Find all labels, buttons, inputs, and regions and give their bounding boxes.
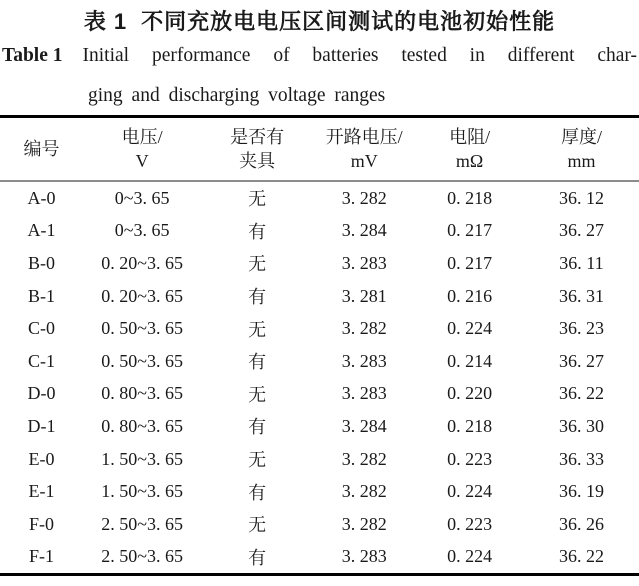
cell-open-circuit-voltage: 3. 284 [341, 220, 387, 241]
header-row [0, 117, 639, 182]
cell-resistance: 0. 224 [447, 318, 493, 339]
cell-fixture: 有 [248, 547, 267, 568]
cell-resistance: 0. 220 [447, 383, 493, 404]
cell-thickness: 36. 12 [558, 187, 604, 208]
cell-resistance: 0. 218 [447, 415, 493, 436]
table-body [0, 181, 639, 575]
table-caption-zh-text: 不同充放电电压区间测试的电池初始性能 [141, 9, 556, 34]
cell-battery-id: C-1 [28, 350, 56, 371]
cell-open-circuit-voltage: 3. 281 [341, 285, 387, 306]
table-caption-zh-label: 表 1 [83, 9, 128, 34]
cell-battery-id: B-0 [28, 252, 56, 273]
cell-voltage-range: 0~3. 65 [114, 187, 170, 208]
cell-thickness: 36. 31 [558, 285, 604, 306]
cell-fixture: 有 [248, 352, 267, 373]
cell-resistance: 0. 217 [447, 252, 493, 273]
cell-thickness: 36. 30 [558, 415, 604, 436]
cell-open-circuit-voltage: 3. 283 [341, 383, 387, 404]
col-header-voltage: 电压/ V [83, 117, 201, 182]
cell-voltage-range: 0. 80~3. 65 [101, 383, 184, 404]
cell-resistance: 0. 223 [447, 448, 493, 469]
battery-performance-table [0, 115, 639, 576]
cell-battery-id: F-1 [29, 546, 55, 567]
table-caption-en-label: Table 1 [2, 45, 63, 66]
cell-voltage-range: 2. 50~3. 65 [101, 546, 184, 567]
cell-open-circuit-voltage: 3. 282 [341, 448, 387, 469]
cell-battery-id: E-1 [28, 481, 55, 502]
cell-voltage-range: 0~3. 65 [114, 220, 170, 241]
cell-resistance: 0. 224 [447, 481, 493, 502]
table-row [0, 280, 639, 313]
cell-open-circuit-voltage: 3. 282 [341, 481, 387, 502]
table-row [0, 443, 639, 476]
cell-resistance: 0. 224 [447, 546, 493, 567]
cell-fixture: 无 [248, 254, 267, 275]
table-caption-en-text: Initial performance of batteries tested in different char- [82, 45, 637, 66]
table-row [0, 378, 639, 411]
table-row [0, 181, 639, 215]
cell-open-circuit-voltage: 3. 283 [341, 252, 387, 273]
cell-battery-id: C-0 [28, 318, 56, 339]
table-row [0, 541, 639, 575]
table-header [0, 117, 639, 182]
cell-battery-id: A-1 [27, 220, 56, 241]
cell-voltage-range: 2. 50~3. 65 [101, 513, 184, 534]
cell-open-circuit-voltage: 3. 284 [341, 415, 387, 436]
cell-fixture: 无 [248, 189, 267, 210]
cell-thickness: 36. 19 [558, 481, 604, 502]
table-row [0, 475, 639, 508]
cell-voltage-range: 0. 80~3. 65 [101, 415, 184, 436]
cell-battery-id: D-0 [27, 383, 56, 404]
cell-open-circuit-voltage: 3. 283 [341, 350, 387, 371]
cell-thickness: 36. 27 [558, 220, 604, 241]
cell-battery-id: E-0 [28, 448, 55, 469]
cell-thickness: 36. 33 [558, 448, 604, 469]
table-row [0, 247, 639, 280]
col-header-fixture: 是否有 夹具 [201, 117, 313, 182]
col-header-thickness: 厚度/ mm [524, 117, 639, 182]
table-row [0, 508, 639, 541]
col-header-resistance: 电阻/ mΩ [415, 117, 524, 182]
cell-thickness: 36. 11 [559, 252, 604, 273]
cell-fixture: 有 [248, 287, 267, 308]
table-caption-zh [0, 5, 639, 36]
cell-thickness: 36. 26 [558, 513, 604, 534]
cell-fixture: 无 [248, 319, 267, 340]
col-header-id: 编号 [0, 117, 83, 182]
cell-open-circuit-voltage: 3. 282 [341, 187, 387, 208]
cell-resistance: 0. 223 [447, 513, 493, 534]
cell-open-circuit-voltage: 3. 283 [341, 546, 387, 567]
cell-thickness: 36. 22 [558, 383, 604, 404]
cell-thickness: 36. 23 [558, 318, 604, 339]
cell-open-circuit-voltage: 3. 282 [341, 513, 387, 534]
cell-fixture: 有 [248, 417, 267, 438]
cell-voltage-range: 0. 50~3. 65 [101, 350, 184, 371]
cell-open-circuit-voltage: 3. 282 [341, 318, 387, 339]
cell-fixture: 无 [248, 384, 267, 405]
cell-voltage-range: 0. 20~3. 65 [101, 285, 184, 306]
cell-voltage-range: 1. 50~3. 65 [101, 481, 184, 502]
cell-voltage-range: 0. 20~3. 65 [101, 252, 184, 273]
table-caption-en-line2: ging and discharging voltage ranges [88, 85, 386, 106]
cell-fixture: 有 [248, 482, 267, 503]
cell-resistance: 0. 216 [447, 285, 493, 306]
table-row [0, 312, 639, 345]
cell-fixture: 无 [248, 450, 267, 471]
cell-fixture: 有 [248, 221, 267, 242]
cell-voltage-range: 1. 50~3. 65 [101, 448, 184, 469]
cell-thickness: 36. 22 [558, 546, 604, 567]
cell-voltage-range: 0. 50~3. 65 [101, 318, 184, 339]
cell-battery-id: F-0 [29, 513, 55, 534]
cell-resistance: 0. 217 [447, 220, 493, 241]
table-caption-en-line1 [2, 45, 637, 67]
table-row [0, 345, 639, 378]
table-row [0, 215, 639, 248]
cell-battery-id: B-1 [28, 285, 56, 306]
cell-thickness: 36. 27 [558, 350, 604, 371]
col-header-ocv: 开路电压/ mV [313, 117, 415, 182]
cell-resistance: 0. 218 [447, 187, 493, 208]
table-row [0, 410, 639, 443]
cell-fixture: 无 [248, 515, 267, 536]
cell-resistance: 0. 214 [447, 350, 493, 371]
cell-battery-id: A-0 [27, 187, 56, 208]
cell-battery-id: D-1 [27, 415, 56, 436]
